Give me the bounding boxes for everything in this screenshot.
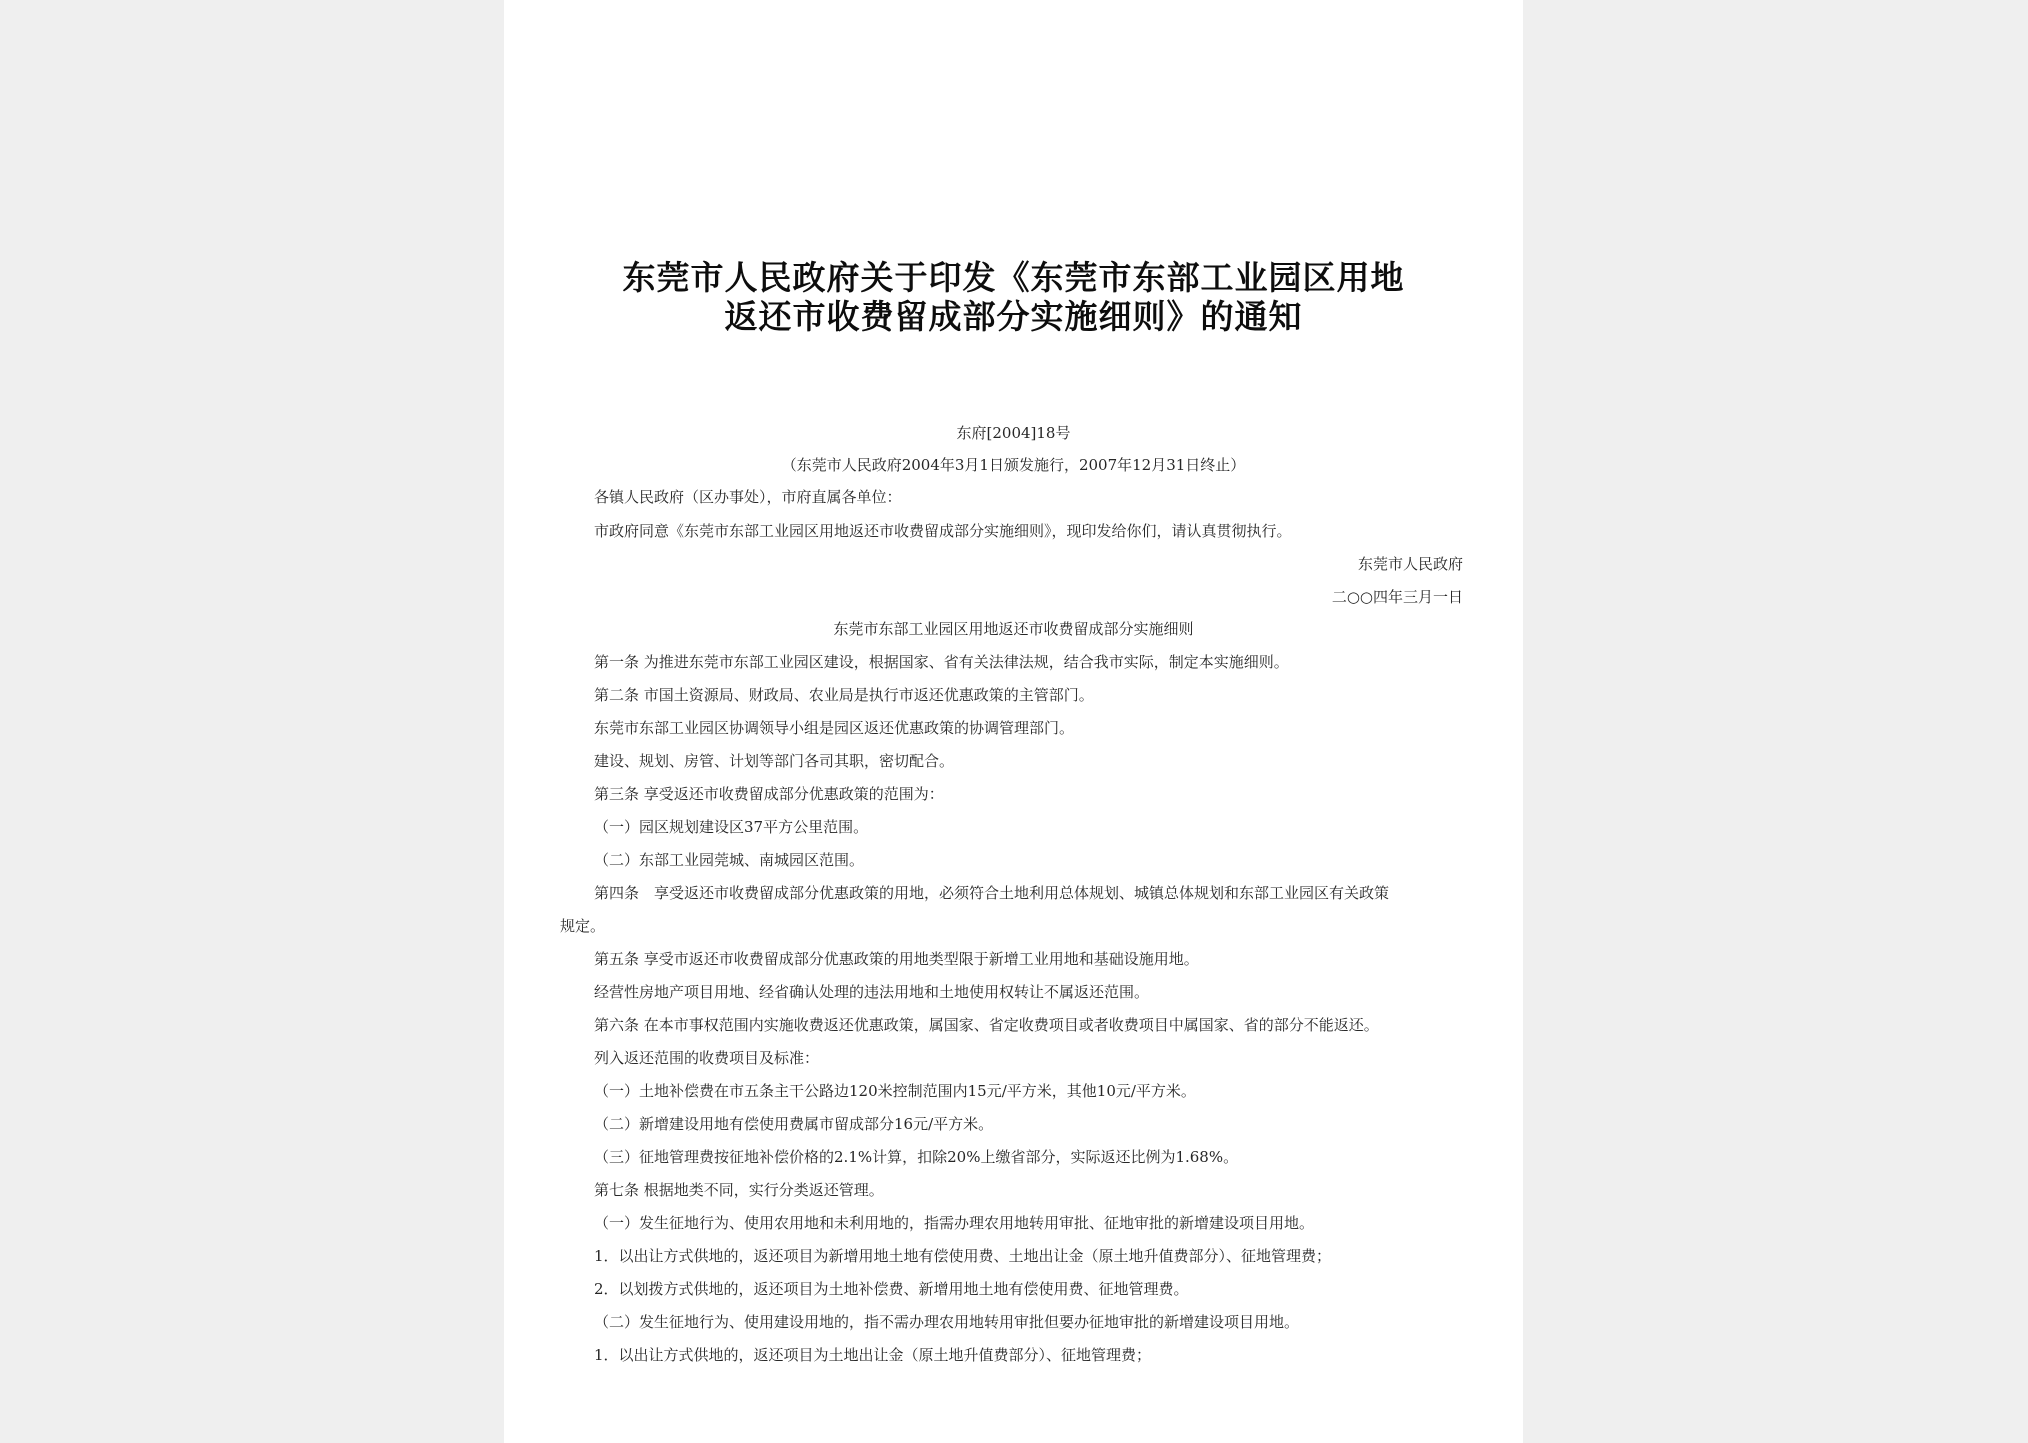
paragraph: 1．以出让方式供地的，返还项目为土地出让金（原土地升值费部分）、征地管理费； — [594, 1346, 1152, 1364]
rules-subtitle: 东莞市东部工业园区用地返还市收费留成部分实施细则 — [833, 620, 1194, 638]
paragraph: 第四条 享受返还市收费留成部分优惠政策的用地，必须符合土地利用总体规划、城镇总体规划和东部工业园区有关政策 — [594, 884, 1390, 902]
addressee: 各镇人民政府（区办事处），市府直属各单位： — [594, 488, 902, 506]
paragraph: 经营性房地产项目用地、经省确认处理的违法用地和土地使用权转让不属返还范围。 — [594, 983, 1150, 1001]
issuer: 东莞市人民政府 — [1357, 555, 1463, 573]
paragraph: （一）土地补偿费在市五条主干公路边120米控制范围内15元/平方米，其他10元/平方米。 — [594, 1082, 1196, 1100]
paragraph: （三）征地管理费按征地补偿价格的2.1%计算，扣除20%上缴省部分，实际返还比例为1.68%。 — [594, 1148, 1239, 1166]
paragraph: 列入返还范围的收费项目及标准： — [594, 1049, 820, 1067]
intro-paragraph: 市政府同意《东莞市东部工业园区用地返还市收费留成部分实施细则》，现印发给你们，请认真贯彻执行。 — [594, 522, 1292, 540]
paragraph: 第二条 市国土资源局、财政局、农业局是执行市返还优惠政策的主管部门。 — [594, 686, 1094, 704]
issue-date: 二○○四年三月一日 — [1331, 588, 1463, 606]
paragraph: 规定。 — [560, 917, 606, 935]
document-title — [504, 258, 1523, 336]
paragraph: 东莞市东部工业园区协调领导小组是园区返还优惠政策的协调管理部门。 — [594, 719, 1075, 737]
paragraph: （一）发生征地行为、使用农用地和未利用地的，指需办理农用地转用审批、征地审批的新增建设项目用地。 — [594, 1214, 1315, 1232]
title-line-1: 东莞市人民政府关于印发《东莞市东部工业园区用地 — [622, 258, 1405, 297]
paragraph: 第五条 享受市返还市收费留成部分优惠政策的用地类型限于新增工业用地和基础设施用地。 — [594, 950, 1199, 968]
paragraph: （二）东部工业园莞城、南城园区范围。 — [594, 851, 865, 869]
document-number: 东府[2004]18号 — [956, 424, 1071, 442]
paragraph: （二）新增建设用地有偿使用费属市留成部分16元/平方米。 — [594, 1115, 994, 1133]
paragraph: 第七条 根据地类不同，实行分类返还管理。 — [594, 1181, 884, 1199]
document-page — [504, 0, 1523, 1443]
paragraph: 1．以出让方式供地的，返还项目为新增用地土地有偿使用费、土地出让金（原土地升值费部分）、征地管理费； — [594, 1247, 1332, 1265]
paragraph: （一）园区规划建设区37平方公里范围。 — [594, 818, 869, 836]
paragraph: 2．以划拨方式供地的，返还项目为土地补偿费、新增用地土地有偿使用费、征地管理费。 — [594, 1280, 1189, 1298]
paragraph: 建设、规划、房管、计划等部门各司其职，密切配合。 — [594, 752, 955, 770]
validity-note: （东莞市人民政府2004年3月1日颁发施行，2007年12月31日终止） — [781, 456, 1246, 474]
paragraph: 第三条 享受返还市收费留成部分优惠政策的范围为： — [594, 785, 944, 803]
paragraph: （二）发生征地行为、使用建设用地的，指不需办理农用地转用审批但要办征地审批的新增建设项目用地。 — [594, 1313, 1300, 1331]
title-line-2: 返还市收费留成部分实施细则》的通知 — [724, 297, 1303, 336]
paragraph: 第六条 在本市事权范围内实施收费返还优惠政策，属国家、省定收费项目或者收费项目中属国家、省的部分不能返还。 — [594, 1016, 1379, 1034]
paragraph: 第一条 为推进东莞市东部工业园区建设，根据国家、省有关法律法规，结合我市实际，制定本实施细则。 — [594, 653, 1289, 671]
